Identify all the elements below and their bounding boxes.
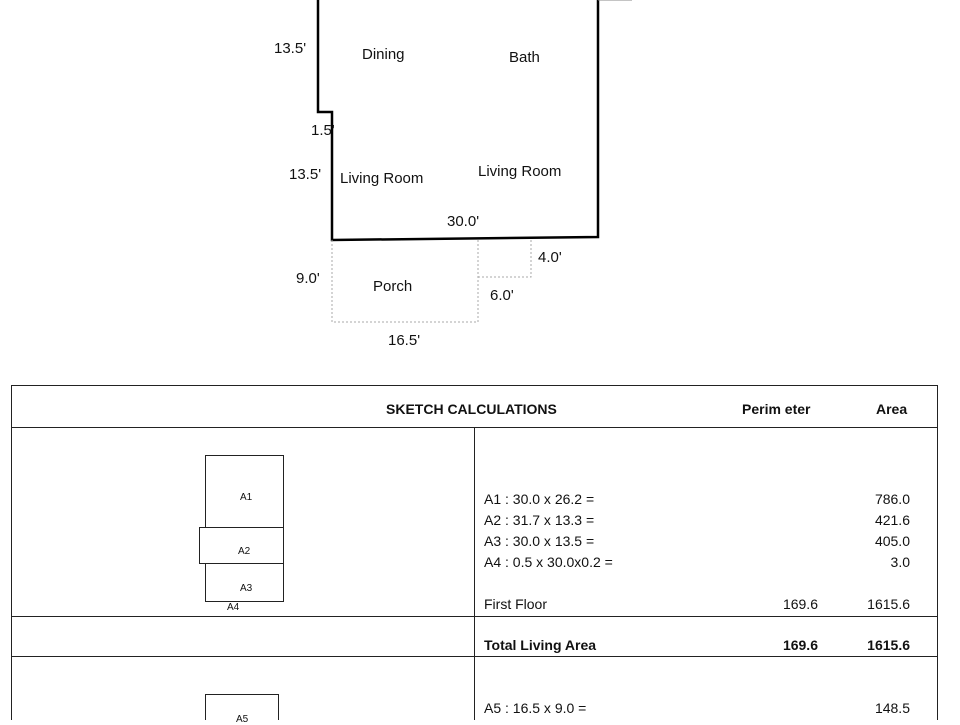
first-floor-label: First Floor (484, 596, 547, 612)
building-outline (318, 0, 598, 240)
room-label-bath: Bath (509, 49, 540, 66)
total-living-area-value: 1615.6 (867, 637, 910, 653)
dim-notch: 1.5' (311, 122, 335, 139)
calc-row-a3-formula: A3 : 30.0 x 13.5 = (484, 533, 595, 549)
area-key-a5: A5 (236, 714, 249, 725)
calc-row-a2-area: 421.6 (874, 512, 910, 528)
dim-bottom-wall: 30.0' (447, 213, 480, 230)
calc-row-a3-area: 405.0 (874, 533, 910, 549)
calc-row-a1-area: 786.0 (874, 491, 910, 507)
calc-row-a5-formula: A5 : 16.5 x 9.0 = (484, 700, 587, 716)
total-living-area-label: Total Living Area (484, 637, 597, 653)
area-key-a4: A4 (227, 602, 240, 613)
room-label-living-room-left: Living Room (340, 170, 424, 187)
dim-left-lower: 13.5' (289, 166, 322, 183)
calc-row-a5-area: 148.5 (874, 700, 910, 716)
first-floor-area: 1615.6 (867, 596, 910, 612)
calc-row-a4-area: 3.0 (890, 554, 910, 570)
first-floor-perimeter: 169.6 (782, 596, 818, 612)
dim-step-height: 4.0' (538, 249, 562, 266)
calc-row-a2-formula: A2 : 31.7 x 13.3 = (484, 512, 595, 528)
dim-left-upper: 13.5' (274, 40, 307, 57)
dim-step-width: 6.0' (490, 287, 514, 304)
table-border-right (937, 385, 938, 720)
table-border-top (11, 385, 938, 386)
table-title: SKETCH CALCULATIONS (386, 401, 557, 417)
dim-porch-width: 16.5' (388, 332, 421, 349)
room-label-living-room-right: Living Room (478, 163, 562, 180)
table-border-left (11, 385, 12, 720)
total-living-area-perimeter: 169.6 (782, 637, 818, 653)
area-key-a2: A2 (238, 546, 251, 557)
step-outline (478, 239, 531, 277)
room-label-dining: Dining (362, 46, 405, 63)
header-area: Area (876, 401, 908, 417)
area-key-a3: A3 (240, 583, 253, 594)
header-perimeter: Perim eter (742, 401, 811, 417)
calc-row-a4-formula: A4 : 0.5 x 30.0x0.2 = (484, 554, 613, 570)
dim-porch-height: 9.0' (296, 270, 320, 287)
calc-row-a1-formula: A1 : 30.0 x 26.2 = (484, 491, 595, 507)
area-key-a1: A1 (240, 492, 253, 503)
table-divider (474, 427, 475, 720)
room-label-porch: Porch (373, 278, 413, 295)
